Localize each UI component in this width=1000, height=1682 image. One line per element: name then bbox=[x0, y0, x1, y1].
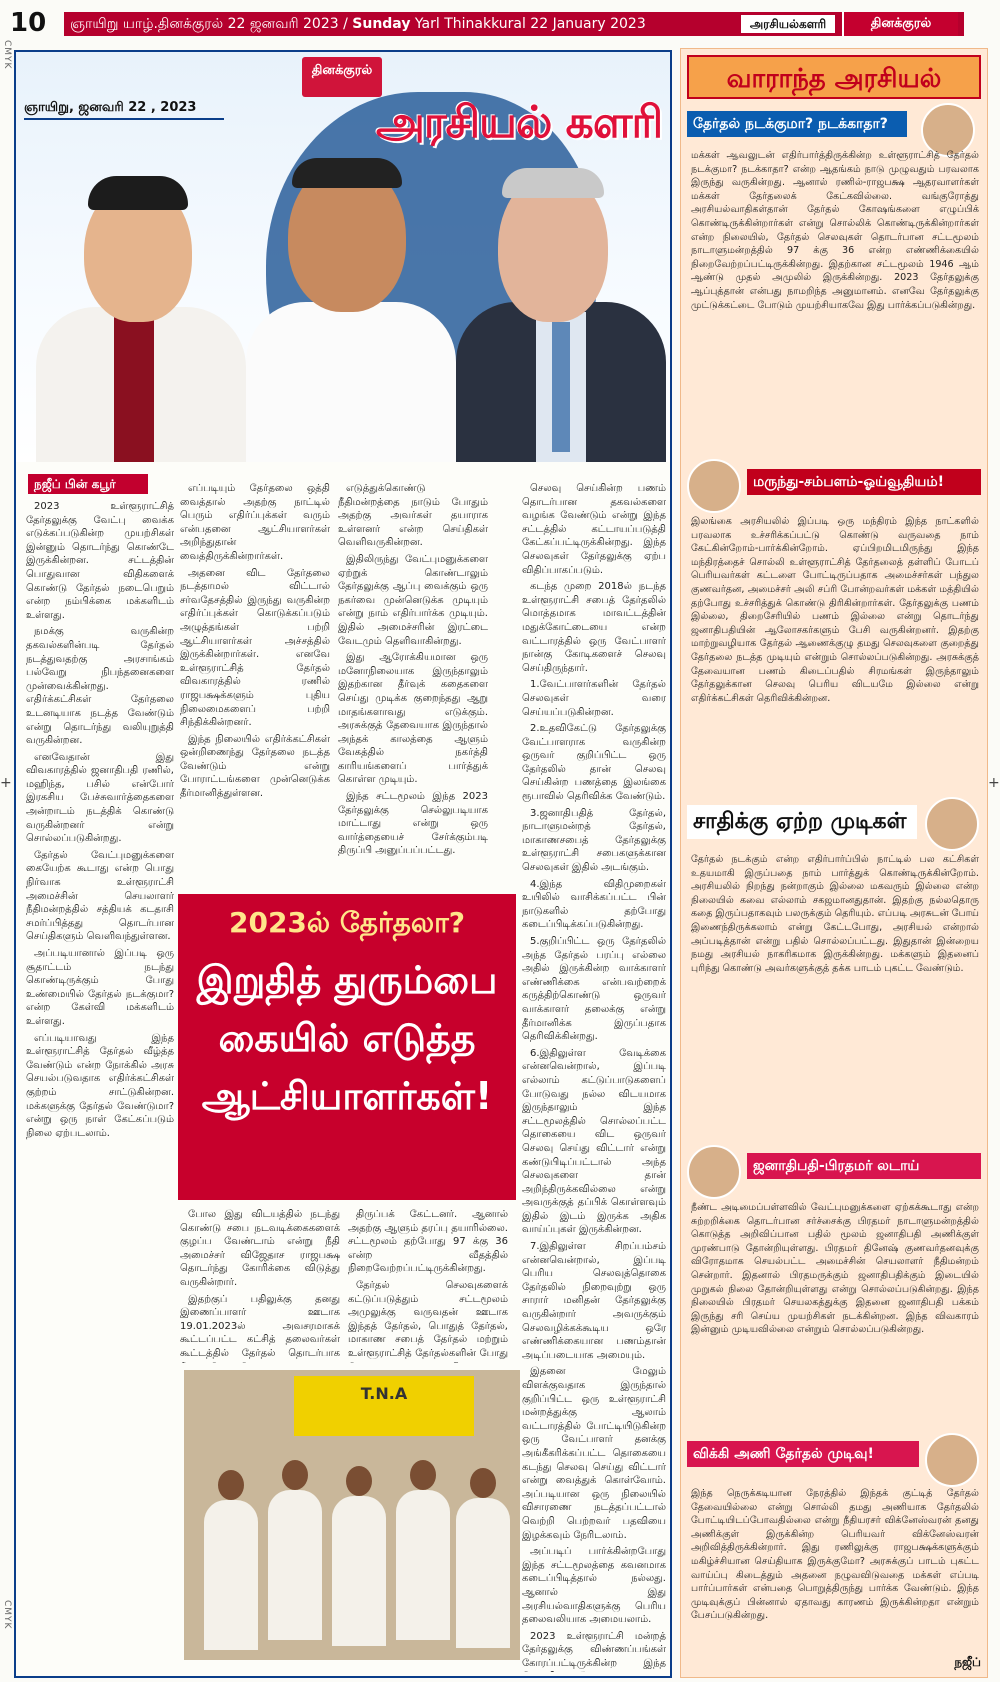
paragraph: எனவேதான் இது விவகாரத்தில் ஜனாதிபதி ரணில், மஹிந்த, பசில் என்போர் இரகசிய பேச்சுவார்த்தைகளை அன்றாடம் நடத்திக் கொண்டு வருகின்றனர் என்று சொல்லப்படுகின்றது. bbox=[26, 751, 174, 845]
paragraph: 5.குறிப்பிட்ட ஒரு தேர்தலில் அந்த தேர்தல் பரப்பு எல்லை அதில் இருக்கின்ற வாக்காளர் எண்ணிக்கை என்பவற்றைக் கருத்திற்கொண்டு ஒருவர் வாக்காளர் தலைக்கு என்று தீர்மானிக்க இருப்பதாக தெரிவிக்கின்றது. bbox=[522, 936, 666, 1043]
paper-logo: தினக்குரல் bbox=[842, 12, 958, 36]
page-number: 10 bbox=[10, 8, 47, 38]
registration-mark-icon: + bbox=[0, 775, 12, 791]
paragraph: எப்படியாவது இந்த உள்ளூராட்சித் தேர்தல் வீழ்த்த வேண்டும் என்ற நோக்கில் அரசு செயல்படுவதாக எதிர்க்கட்சிகள் குற்றம் சாட்டுகின்றன. மக்களுக்கு தேர்தல் வேண்டுமா? என்று ஒரு நாள் கேட்கப்படும் நிலை ஏற்படலாம். bbox=[26, 1032, 174, 1139]
column-title: அரசியல் களரி bbox=[376, 97, 663, 148]
paragraph: 3.ஜனாதிபதித் தேர்தல், நாடாளுமன்றத் தேர்தல், மாகாணசபைத் தேர்தலுக்கு உள்ளூராட்சி சபைகளுக்கான செலவுகள் இதில் அடங்கும். bbox=[522, 807, 666, 874]
paragraph: 4.இந்த விதிமுறைகள் உயிலில் வாசிக்கப்பட்ட பின் நாடுகளில் தற்போது கடைப்பிடிக்கப்படுகின்றது. bbox=[522, 878, 666, 931]
paragraph: இதிலிருந்து வேட்புமனுக்களை ஏற்றுக் கொண்டாலும் தேர்தலுக்கு ஆப்பு வைக்கும் ஒரு நகர்வை முன்னெடுக்க முடியும் என்று நாம் எதிர்பார்க்க முடியும். இதில் அமைச்சரின் இரட்டை வேடமும் தெளிவாகின்றது. bbox=[338, 553, 488, 647]
section-text: இந்த நெருக்கடியான நேரத்தில் இந்தக் குட்டித் தேர்தல் தேவையில்லை என்று சொல்லி தமது அணியாக தேர்தலில் போட்டியிடப்போவதில்லை என்று நீதியரசர் விக்னேஸ்வரன் தனது அணிக்குள் இருக்கின்ற பெரியவர் விக்னேஸ்வரன் அறிவித்திருக்கின்றார். இது ரணிலுக்கு ராஜபக்ஷக்களுக்கும் மகிழ்ச்சியான செய்தியாக இருக்குமோ? அரசுக்குப் பாடம் புகட்ட வாய்ப்பு கிடைத்தும் அதனை நழுவவிடுவதை மக்கள் எப்படி பார்ப்பார்கள் என்பதை பொறுத்திருந்து பார்க்க வேண்டும். இந்த முடிவுக்குப் பின்னால் ஏதாவது காரணம் இருக்கின்றதா என்றும் பேசப்படுகின்றது. bbox=[691, 1488, 979, 1622]
paragraph: 2.உதவிகேட்டு தேர்தலுக்கு வேட்பாளராக வருகின்ற ஒருவர் குறிப்பிட்ட ஒரு தேர்தலில் தான் செலவு செய்கின்ற பணத்தை இலங்கை ரூபாவில் தெரிவிக்க வேண்டும். bbox=[522, 723, 666, 803]
politician-center-hair bbox=[292, 158, 402, 188]
tna-meeting-photo bbox=[184, 1370, 520, 1660]
paragraph: இதனை மேலும் விளக்குவதாக இருந்தால் குறிப்பிட்ட ஒரு உள்ளூராட்சி மன்றத்துக்கு ஆலாம் வட்டாரத்தில் போட்டியிடுகின்ற ஒரு வேட்பாளர் தனக்கு அங்கீகரிக்கப்பட்ட தொகையை கடந்து செலவு செய்து விட்டார் என்று வைத்துக் கொள்வோம். அப்படியான ஒரு நிலையில் விசாரணை நடத்தப்பட்டால் வெற்றி பெற்றவர் பதவியை இழக்கவும் நேரிடலாம். bbox=[522, 1366, 666, 1541]
paragraph: 1.வேட்பாளர்களின் தேர்தல் செலவுகள் வரை செய்யப்படுகின்றன. bbox=[522, 679, 666, 718]
registration-mark-icon: + bbox=[988, 775, 1000, 791]
politician-photo bbox=[925, 797, 979, 851]
byline: நஜீப் பின் கபூர் bbox=[28, 474, 148, 494]
politician-center-body bbox=[246, 302, 456, 462]
cmyk-mark-top: CMYK bbox=[2, 40, 12, 70]
section-text: மக்கள் ஆவலுடன் எதிர்பார்த்திருக்கின்ற உள்ளூராட்சித் தேர்தல் நடக்குமா? நடக்காதா? என்ற ஆதங்கம் நாடு முழுவதும் பரவலாக இருந்து வருகின்றது. ஆனால் ரணில்-ராஜபக்ஷ ஆதரவாளர்கள் மக்கள் தேர்தலைக் கேட்கவில்லை. வங்குரோத்து அரசியல்வாதிகள்தான் தேர்தல் கோஷங்களை எழுப்பிக் கொண்டிருக்கின்றார்கள் என்று சொல்லிக் கொண்டிருக்கின்றார்கள் என்ற நிலையில், தேர்தல் செலவுகள் தொடர்பான சட்டமூலம் நாடாளுமன்றத்தில் 97 க்கு 36 என்ற எண்ணிக்கையில் நிறைவேற்றப்பட்டிருக்கின்றது. இதற்கான சட்டமூலம் 1946 ஆம் ஆண்டு முதல் அமுலில் இருக்கின்றது. 2023 தேர்தலுக்கு ஆப்புத்தான் என்பது நாமறிந்த அனுமானம். எனவே தேர்தலுக்கு முட்டுக்கட்டை போடும் முயற்சியாகவே இது பார்க்கப்படுகின்றது. bbox=[691, 150, 979, 311]
paragraph: போல இது விடயத்தில் நடந்து கொண்டு சபை நடவடிக்கைகளைக் குழப்ப வேண்டாம் என்று நீதி அமைச்சர் விஜேதாச ராஜபக்ஷ தொடர்ந்து கோரிக்கை விடுத்து வருகின்றார். bbox=[180, 1209, 340, 1288]
section-text: தேர்தல் நடக்கும் என்ற எதிர்பார்ப்பில் நாட்டில் பல கட்சிகள் உதயமாகி இருப்பதை நாம் பார்த்துக் கொண்டிருக்கின்றோம். அரசியலில் நிறந்து நன்றாகும் இல்லை மகவரும் இல்லை என்ற நிலையில் கவை எல்லாம் சகஜமானதுதான். இதற்கு நல்லதொரு கதை இருப்பதாகவும் பலருக்கும் தெரியும். எப்படி அரசுடன் போய் இணைந்திருக்கலாம் என்று கேட்டபோது, அரசியல் என்றால் அப்படித்தான் என்று பதில் சொல்லப்பட்டது. இதுதான் இன்றைய நமது அரசியல் நாகரிகமாக இருக்கின்றது. மக்களும் இதனைப் புரிந்து கொண்டு அவர்களுக்குத் தக்க பாடம் புகட்ட வேண்டும். bbox=[691, 854, 979, 974]
paragraph: இதற்குப் பதிலுக்கு தனது இணைப்பாளர் ஊடாக 19.01.2023ல் அவசரமாகக் கூட்டப்பட்ட கட்சித் தலைவர்கள் கூட்டத்தில் தேர்தல் தொடர்பாக bbox=[180, 1293, 340, 1359]
politician-photo bbox=[687, 1145, 741, 1199]
section-heading: தேர்தல் நடக்குமா? நடக்காதா? bbox=[687, 111, 907, 137]
tna-banner: T.N.A bbox=[294, 1376, 474, 1436]
edition-label: Yarl Thinakkural 22 January 2023 bbox=[414, 16, 646, 32]
paragraph: அதனை விட தேர்தலை நடத்தாமல் விட்டால் சர்வதேசத்தில் இருந்து வருகின்ற எதிர்ப்புக்கள் கொடுக்கப்படும் அழுத்தங்கள் பற்றி ஆட்சியாளர்கள் அச்சத்தில் இருக்கின்றார்கள். எனவே உள்ளூராட்சித் தேர்தல் விவகாரத்தில் ரணில் ராஜபக்ஷக்களும் புதிய நிலைமைகளைப் பற்றி சிந்திக்கின்றனர். bbox=[180, 567, 330, 729]
paragraph: தேர்தல் செலவுகளைக் கட்டுப்படுத்தும் சட்டமூலம் அமுலுக்கு வருவதன் ஊடாக இந்தத் தேர்தல், பொதுத் தேர்தல், மாகாண சபைத் தேர்தல் மற்றும் உள்ளூராட்சித் தேர்தல்களின் போது bbox=[348, 1279, 508, 1359]
person-figure bbox=[332, 1496, 386, 1646]
issue-date: ஞாயிறு, ஜனவரி 22 , 2023 bbox=[24, 100, 224, 120]
paragraph: எப்படியும் தேர்தலை ஒத்தி வைத்தால் அதற்கு நாட்டில் பெரும் எதிர்ப்புக்கள் வரும் என்பதனை ஆட்சியாளர்கள் அறிந்துதான் வைத்திருக்கின்றார்கள். bbox=[180, 483, 330, 562]
politician-right-hair bbox=[502, 168, 604, 198]
dateline: ஞாயிறு யாழ்.தினக்குரல் 22 ஜனவரி 2023 / bbox=[70, 16, 348, 32]
headline-main: இறுதித் துரும்பை கையில் எடுத்த ஆட்சியாளர்கள்! bbox=[196, 958, 498, 1118]
person-figure bbox=[396, 1490, 450, 1640]
page-header bbox=[0, 0, 1000, 46]
section-heading: ஜனாதிபதி-பிரதமர் லடாய் bbox=[747, 1153, 981, 1179]
person-figure bbox=[268, 1490, 322, 1640]
article-column-3-top bbox=[338, 482, 488, 887]
article-column-1 bbox=[26, 500, 174, 1670]
headline-top: 2023ல் தேர்தலா? bbox=[228, 906, 466, 939]
hero-image bbox=[16, 52, 670, 462]
sunday-label: Sunday bbox=[352, 16, 411, 32]
cmyk-mark-bottom: CMYK bbox=[2, 1600, 12, 1630]
section-text: நீண்ட அடிமைப்பள்ளவில் வேட்புமனுக்களை ஏற்கக்கூடாது என்ற சுற்றறிக்கை தொடர்பான சர்ச்சைக்கு பிரதமர் நாடாளுமன்றத்தில் கொடுத்த அறிவிப்பான பதில் மூலம் ஜனாதிபதி அணிக்குள் முரண்பாடு தோன்றியுள்ளது. பிரதமர் தினேஷ் குணவர்தனவுக்கு விரோதமாக செயல்பட்ட அமைச்சின் செயலாளர் நீதிமன்றம் சென்றார். இதனால் பிரதமருக்கும் ஜனாதிபதிக்கும் இடையில் முறுகல் நிலை தோன்றியுள்ளது என்று சொல்லப்படுகின்றது. இந்த நிலையில் பிரதமர் செயலகத்துக்கு இதனை ஜனாதிபதி பக்கம் இருந்து சரி செய்ய முயற்சிகள் நடக்கின்றன. இந்த விவகாரம் இன்னும் முடியவில்லை என்றும் சொல்லப்படுகின்றது. bbox=[691, 1202, 979, 1336]
section-heading: சாதிக்கு ஏற்ற முடிகள் bbox=[687, 805, 917, 839]
sidebar-title: வாராந்த அரசியல் bbox=[687, 55, 981, 99]
article-column-3-bottom bbox=[348, 1208, 508, 1363]
section-heading: மருந்து-சம்பளம்-ஓய்வூதியம்! bbox=[747, 469, 981, 495]
headline-box bbox=[178, 894, 516, 1200]
paragraph: 6.இதிலுள்ள வேடிக்கை என்னவென்றால், இப்படி எல்லாம் கட்டுப்பாடுகளைப் போடுவது நல்ல விடயமாக இருந்தாலும் இந்த சட்டமூலத்தில் சொல்லப்பட்ட தொகையை விட ஒருவர் செலவு செய்து விட்டார் என்று கண்டுபிடிப்பட்டால் அந்த செலவுகளை தான் அறிந்திருக்கவில்லை என்று அவருக்குத் தப்பிக் கொள்ளவும் இதில் இடம் இருக்க அதிக வாய்ப்புகள் இருக்கின்றன. bbox=[522, 1047, 666, 1236]
paragraph: கடந்த முறை 2018ல் நடந்த உள்ளூராட்சி சபைத் தேர்தலில் மொத்தமாக மாவட்டத்தின் மதுக்கோட்டையை என்ற வட்டாரத்தில் ஒரு வேட்பாளர் நான்கு கோடிகளைச் செலவு செய்திருந்தார். bbox=[522, 581, 666, 674]
section-heading: விக்கி அணி தேர்தல் முடிவு! bbox=[687, 1441, 919, 1467]
paragraph: 2023 உள்ளூராட்சித் தேர்தலுக்கு வேட்பு வைக்க எடுக்கப்படுகின்ற முயற்சிகள் இன்னும் தொடர்ந்து கொண்டே இருக்கின்றன. சட்டத்தின் பொதுவான விதிகளைக் கொண்டு தேர்தல் நடைபெறும் என்ற நம்பிக்கை மக்களிடம் உள்ளது. bbox=[26, 501, 174, 621]
section-label: அரசியல்களரி bbox=[740, 14, 836, 34]
paragraph: அப்படியானால் இப்படி ஒரு சூதாட்டம் நடந்து கொண்டிருக்கும் போது உண்மையில் தேர்தல் நடக்குமா? என்ற கேள்வி மக்களிடம் உள்ளது. bbox=[26, 948, 174, 1027]
main-article bbox=[14, 50, 672, 1678]
author-signature: நஜீப் bbox=[954, 1655, 981, 1669]
paragraph: செலவு செய்கின்ற பணம் தொடர்பான தகவல்களை வழங்க வேண்டும் என்று இந்த சட்டத்தில் கட்டாயப்படுத்தி கேட்கப்பட்டிருக்கின்றது. இந்த செலவுகள் தேர்தலுக்கு ஏற்ப விதிப்பாகப்படும். bbox=[522, 483, 666, 576]
politician-photo bbox=[687, 459, 741, 513]
weekly-politics-sidebar bbox=[680, 48, 988, 1678]
paragraph: அப்படிப் பார்க்கின்றபோது இந்த சட்டமூலத்தை கவனமாக கடைப்பிடித்தால் நல்லது. ஆனால் இது அரசியல்வாதிகளுக்கு பெரிய தலைவலியாக அமையலாம். bbox=[522, 1546, 666, 1626]
article-column-2-top bbox=[180, 482, 330, 887]
paragraph: இந்த சட்டமூலம் இந்த 2023 தேர்தலுக்கு செல்லுபடியாக மாட்டாது என்று ஒரு வார்த்தையைச் சேர்க்கும்படி திருப்பி அனுப்பப்பட்டது. bbox=[338, 791, 488, 857]
paragraph: 2023 உள்ளூராட்சி மன்றத் தேர்தலுக்கு விண்ணப்பங்கள் கோரப்பட்டிருக்கின்ற இந்த bbox=[522, 1630, 666, 1669]
politician-left-hair bbox=[88, 176, 188, 210]
person-figure bbox=[204, 1500, 258, 1650]
paragraph: எடுத்துக்கொண்டு நீதிமன்றத்தை நாடும் போதும் அதற்கு அவர்கள் தயாராக உள்ளனர் என்ற செய்திகள் வெளிவருகின்றன. bbox=[338, 483, 488, 549]
article-column-4 bbox=[522, 482, 666, 1672]
column-paper-logo: தினக்குரல் bbox=[302, 57, 382, 97]
paragraph: 7.இதிலுள்ள சிறப்பம்சம் என்னவென்றால், இப்படி பெரிய செலவுத்தொகை தேர்தலில் நிறைவுற்று ஒரு சாரார் மனிதன் தேர்தலுக்கு வருகின்றார் அவருக்கும் செலவழிக்கக்கூடிய ஒரே எண்ணிக்கையான பணம்தான் அடிப்படையாக அமையும். bbox=[522, 1241, 666, 1361]
paragraph: இது ஆரோக்கியமான ஒரு மனோநிலையாக இருந்தாலும் இதற்கான தீர்வுக் கதைகளை செய்து முடிக்க குறைந்தது ஆறு மாதங்களாவது எடுக்கும். அரசுக்குத் தேவையாக இருந்தால் அந்தக் காலத்தை ஆளும் வேகத்தில் நகர்த்தி காரியங்களைப் பார்த்துக் கொள்ள முடியும். bbox=[338, 652, 488, 786]
paragraph: இந்த நிலையில் எதிர்க்கட்சிகள் ஒன்றிணைந்து தேர்தலை நடத்த வேண்டும் என்று போராட்டங்களை முன்னெடுக்க தீர்மானித்துள்ளன. bbox=[180, 733, 330, 800]
paragraph: தேர்தல் வேட்புமனுக்களை கையேற்க கூடாது என்ற பொது நிர்வாக உள்ளூராட்சி அமைச்சின் செயலாளர் நீதிமன்றத்தில் சத்தியக் கடதாசி சமர்ப்பித்தது தொடர்பான செய்திகளும் வெளிவந்துள்ளன. bbox=[26, 849, 174, 943]
politician-photo bbox=[925, 1433, 979, 1487]
paragraph: திருப்பக் கேட்டனர். ஆனால் அதற்கு ஆளும் தரப்பு தயாரில்லை. சட்டமூலம் தற்போது 97 க்கு 36 என்ற வீதத்தில் நிறைவேற்றப்பட்டிருக்கின்றது. bbox=[348, 1209, 508, 1275]
tie bbox=[552, 322, 570, 452]
section-text: இலங்கை அரசியலில் இப்படி ஒரு மந்திரம் இந்த நாட்களில் பரவலாக உச்சரிக்கப்பட்டு கொண்டு வருவதை நாம் கேட்கின்றோம்-பார்க்கின்றோம். ஏப்பிறமிடமிருந்து இந்த மந்திரத்தைச் சொல்லி உள்ளூராட்சித் தேர்தலைத் தள்ளிப் போடப் பெரியவர்கள் கட்டளை போட்டிருப்பதாக அமைச்சர்கள் பந்துல குணவர்தன, அமைச்சர் அலி சப்ரி போன்றவர்கள் மக்கள் மத்தியில் தற்போது உச்சரித்துக் கொண்டு திரிகின்றார்கள். தேர்தலுக்கு பணம் இல்லை, திறைசேரியில் பணம் இல்லை என்று தொடர்ந்து ஜனாதிபதியின் ஆலோசகர்களும் பேசி வருகின்றனர். இதற்கு மாற்றுவழியாக தேர்தல் ஆணைக்குழு தமது செலவுகளை குறைத்து தேர்தலை நடத்த முடியும் என்றும் சொல்லப்படுகின்றது. அரசுக்குத் தேவையான பணம் கிடைப்பதில் சிரமங்கள் இருந்தாலும் தேர்தலுக்கான செலவு பெரிய விடயமே இல்லை என்று எதிர்க்கட்சிகள் தெரிவிக்கின்றன. bbox=[691, 516, 979, 704]
person-figure bbox=[456, 1498, 510, 1648]
article-column-2-bottom bbox=[180, 1208, 340, 1363]
paragraph: நமக்கு வருகின்ற தகவல்களின்படி தேர்தல் நடத்துவதற்கு அரசாங்கம் பல்வேறு நிபந்தனைகளை முன்வைக்கின்றது. எதிர்க்கட்சிகள் தேர்தலை உடனடியாக நடத்த வேண்டும் என்று தொடர்ந்து வலியுறுத்தி வருகின்றன. bbox=[26, 626, 174, 747]
maroon-shawl bbox=[114, 312, 154, 462]
